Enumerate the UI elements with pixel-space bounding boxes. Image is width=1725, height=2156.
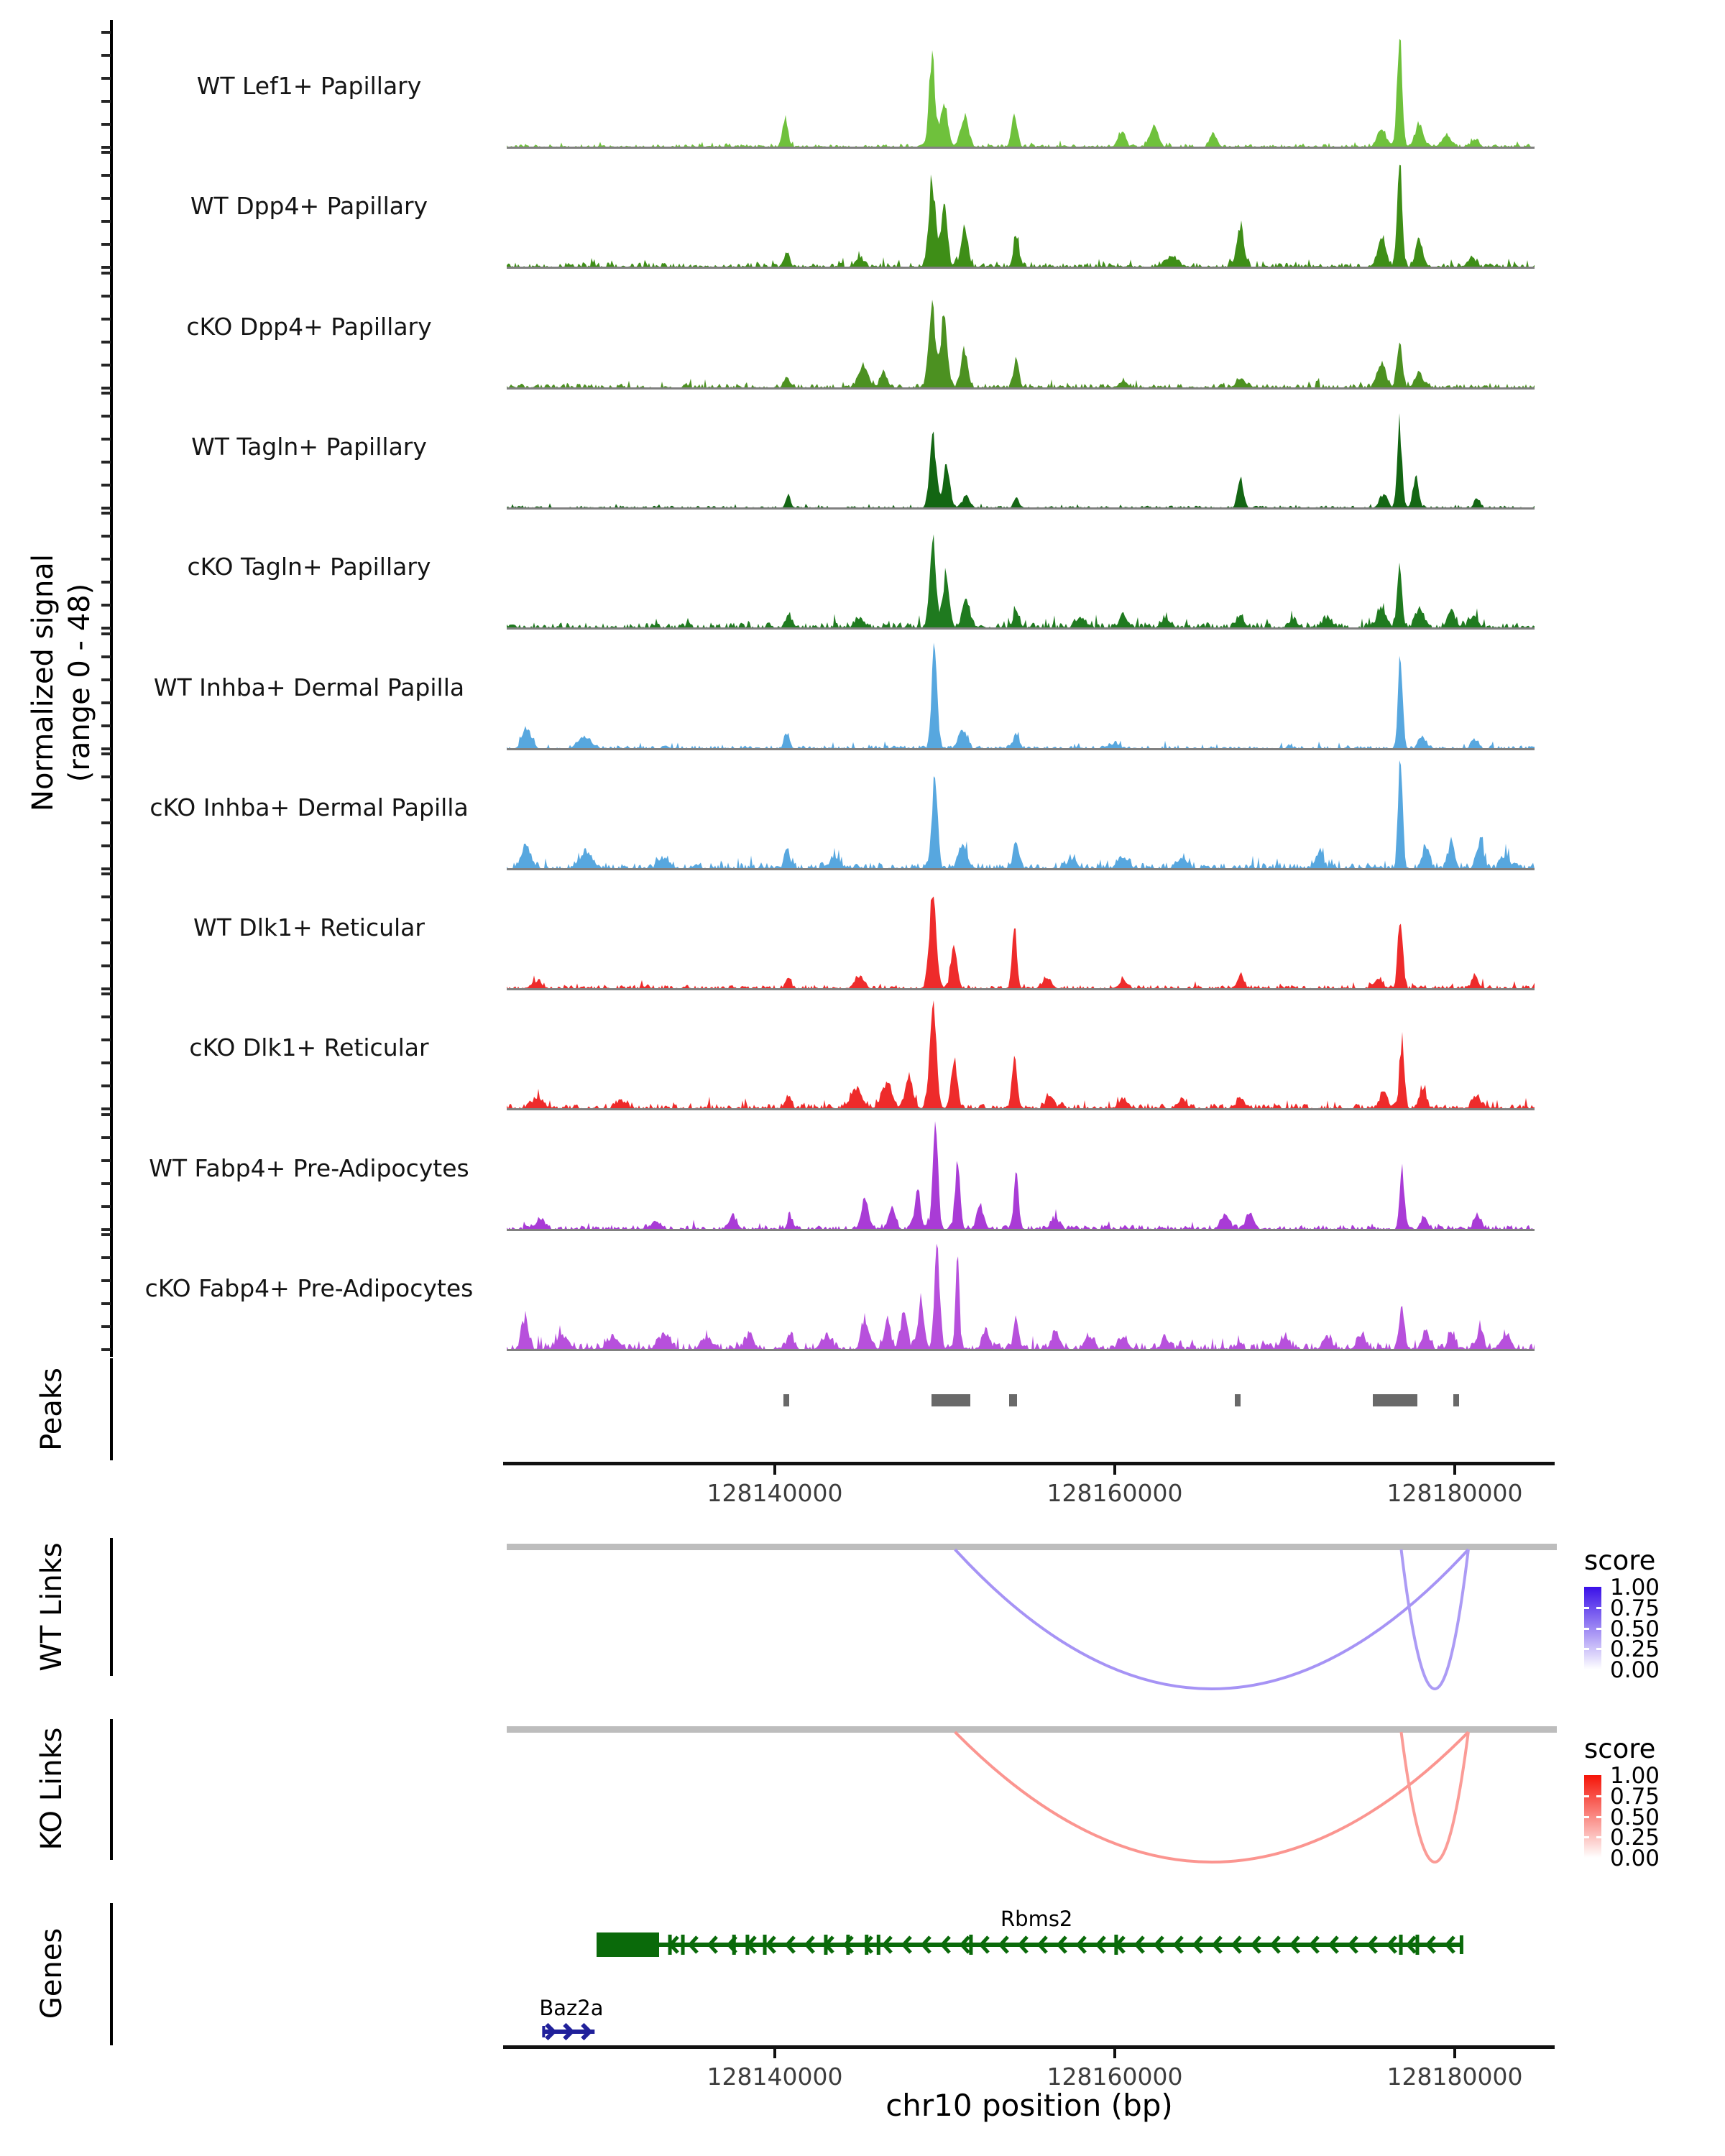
gene-end-cap: [1460, 1935, 1463, 1954]
y-axis-tick: [101, 1302, 111, 1305]
y-axis-tick: [101, 1205, 111, 1208]
link-arc: [1402, 1732, 1468, 1862]
legend-gradient-tick: [1596, 1816, 1601, 1818]
signal-path: [507, 300, 1535, 388]
y-axis-tick: [101, 941, 111, 944]
signal-track: [507, 397, 1535, 511]
signal-track: [507, 277, 1535, 391]
y-axis-tick: [101, 151, 111, 154]
legend-gradient-tick: [1596, 1648, 1601, 1650]
track-baseline: [507, 627, 1535, 630]
y-axis-tick: [101, 1038, 111, 1041]
y-axis-tick: [101, 220, 111, 223]
y-axis-tick: [101, 1061, 111, 1064]
legend-gradient-tick: [1584, 1816, 1589, 1818]
y-axis-tick: [101, 1136, 111, 1139]
y-axis-tick: [101, 992, 111, 995]
peak-call-box: [1453, 1394, 1460, 1406]
peak-call-box: [1009, 1394, 1016, 1406]
track-label: WT Dpp4+ Papillary: [190, 192, 428, 221]
y-axis-tick: [101, 123, 111, 126]
y-axis-tick: [101, 197, 111, 200]
links-score-legend-title: score: [1584, 1545, 1656, 1576]
link-arc: [1402, 1549, 1468, 1689]
y-axis-tick: [101, 895, 111, 898]
y-axis-tick: [101, 1256, 111, 1259]
y-axis-tick: [101, 415, 111, 418]
y-axis-tick: [101, 701, 111, 704]
peak-call-box: [1235, 1394, 1241, 1406]
y-axis-tick: [101, 341, 111, 344]
ko-links-section-label: KO Links: [35, 1727, 68, 1851]
legend-gradient-tick: [1584, 1836, 1589, 1838]
track-baseline: [507, 387, 1535, 390]
y-axis-tick: [101, 392, 111, 395]
gene-exon-tick: [877, 1935, 880, 1955]
peak-call-box: [932, 1394, 971, 1406]
y-axis-tick: [101, 31, 111, 34]
y-axis-tick: [101, 724, 111, 727]
y-axis-tick: [101, 1182, 111, 1185]
legend-gradient-tick: [1584, 1795, 1589, 1797]
y-axis-tick: [101, 535, 111, 538]
signal-track: [507, 37, 1535, 150]
y-axis-tick: [101, 364, 111, 367]
track-baseline: [507, 868, 1535, 870]
links-arcs: [503, 1545, 1560, 1700]
y-axis-tick: [101, 1015, 111, 1018]
y-axis-tick: [101, 558, 111, 561]
genome-axis-tick-label: 128140000: [707, 2063, 843, 2091]
legend-gradient-tick: [1596, 1795, 1601, 1797]
signal-path: [507, 760, 1535, 869]
legend-gradient-tick: [1596, 1836, 1601, 1838]
signal-track: [507, 758, 1535, 872]
track-baseline: [507, 748, 1535, 750]
y-axis-tick: [101, 775, 111, 778]
y-axis-tick: [101, 243, 111, 246]
legend-tick-label: 0.25: [1610, 1825, 1660, 1851]
peaks-section-bar: [110, 1358, 113, 1460]
track-baseline: [507, 1349, 1535, 1351]
signal-track: [507, 1239, 1535, 1353]
signal-track: [507, 1119, 1535, 1233]
genome-axis-line: [503, 2045, 1555, 2049]
y-axis-tick: [101, 295, 111, 298]
y-axis-tick: [101, 266, 111, 269]
legend-gradient-tick: [1584, 1607, 1589, 1609]
y-axis-tick: [101, 507, 111, 510]
track-baseline: [507, 1229, 1535, 1231]
genome-axis-tick-label: 128180000: [1386, 1479, 1523, 1507]
y-axis-tick: [101, 604, 111, 607]
gene-exon-tick: [1399, 1935, 1403, 1955]
y-axis-tick: [101, 632, 111, 635]
genome-axis-tick-label: 128140000: [707, 1479, 843, 1507]
track-label: cKO Inhba+ Dermal Papilla: [150, 793, 469, 821]
y-axis-tick: [101, 1279, 111, 1282]
legend-tick-label: 0.75: [1610, 1783, 1660, 1810]
y-axis-tick: [101, 318, 111, 321]
gene-exon-tick: [681, 1935, 685, 1955]
signal-path: [507, 1244, 1535, 1350]
signal-track: [507, 157, 1535, 270]
track-label: WT Lef1+ Papillary: [196, 72, 422, 100]
link-arc: [955, 1549, 1468, 1689]
peak-call-box: [783, 1394, 790, 1406]
signal-path: [507, 165, 1535, 268]
y-axis-tick: [101, 77, 111, 80]
y-axis-tick: [101, 844, 111, 847]
gene-label-baz2a: Baz2a: [539, 1996, 604, 2020]
signal-y-axis-label-line2: (range 0 - 48): [63, 583, 96, 783]
signal-path: [507, 1000, 1535, 1109]
y-axis-tick: [101, 747, 111, 750]
genome-axis-tick-label: 128160000: [1046, 1479, 1183, 1507]
gene-start-tick: [542, 2026, 545, 2037]
legend-tick-label: 0.50: [1610, 1616, 1660, 1642]
genome-axis-tick: [1113, 2048, 1116, 2058]
y-axis-tick: [101, 1228, 111, 1231]
wt-links-section-bar: [110, 1538, 113, 1676]
y-axis-tick: [101, 1107, 111, 1110]
track-label: cKO Dlk1+ Reticular: [189, 1033, 429, 1062]
genome-axis-tick: [1113, 1465, 1116, 1475]
genome-axis-tick: [773, 2048, 776, 2058]
legend-tick-label: 0.75: [1610, 1595, 1660, 1621]
y-axis-tick: [101, 54, 111, 57]
signal-path: [507, 39, 1535, 147]
y-axis-tick: [101, 918, 111, 921]
signal-y-axis-label-line1: Normalized signal: [27, 554, 60, 811]
y-axis-tick: [101, 512, 111, 515]
track-label: cKO Fabp4+ Pre-Adipocytes: [144, 1274, 474, 1302]
legend-tick-label: 1.00: [1610, 1763, 1660, 1789]
x-axis-title: chr10 position (bp): [886, 2088, 1173, 2123]
track-label: WT Fabp4+ Pre-Adipocytes: [149, 1153, 469, 1182]
y-axis-tick: [101, 867, 111, 870]
y-axis-tick: [101, 798, 111, 801]
gene-label-rbms2: Rbms2: [1000, 1907, 1073, 1931]
genome-axis-tick: [1453, 2048, 1456, 2058]
y-axis-tick: [101, 387, 111, 390]
y-axis-tick: [101, 146, 111, 149]
track-baseline: [507, 267, 1535, 269]
peak-call-box: [1373, 1394, 1417, 1406]
genome-axis-tick-label: 128160000: [1046, 2063, 1183, 2091]
y-axis-tick: [101, 174, 111, 177]
signal-path: [507, 896, 1535, 989]
peaks-section-label: Peaks: [35, 1368, 68, 1451]
legend-tick-label: 0.25: [1610, 1636, 1660, 1663]
legend-gradient-tick: [1596, 1607, 1601, 1609]
genome-axis-line: [503, 1462, 1555, 1465]
legend-gradient-tick: [1584, 1628, 1589, 1630]
genes-section-label: Genes: [35, 1927, 68, 2019]
legend-gradient-tick: [1584, 1648, 1589, 1650]
links-score-legend-title: score: [1584, 1733, 1656, 1764]
y-axis-tick: [101, 1084, 111, 1087]
y-axis-tick: [101, 655, 111, 658]
signal-y-axis-label: [25, 554, 98, 811]
y-axis-tick: [101, 1113, 111, 1116]
ko-links-section-bar: [110, 1719, 113, 1860]
y-axis-tick: [101, 964, 111, 967]
y-axis-tick: [101, 1233, 111, 1236]
y-axis-tick: [101, 272, 111, 275]
y-axis-tick: [101, 987, 111, 990]
gene-exon-box: [597, 1932, 659, 1957]
y-axis-tick: [101, 438, 111, 441]
signal-path: [507, 642, 1535, 749]
link-arc: [955, 1732, 1468, 1862]
track-label: WT Inhba+ Dermal Papilla: [153, 673, 465, 701]
signal-track: [507, 517, 1535, 631]
genome-axis-tick: [773, 1465, 776, 1475]
track-baseline: [507, 507, 1535, 510]
y-axis-tick: [101, 627, 111, 630]
y-axis-tick: [101, 678, 111, 681]
legend-tick-label: 0.00: [1610, 1657, 1660, 1683]
genome-axis-tick-label: 128180000: [1386, 2063, 1523, 2091]
y-axis-tick: [101, 752, 111, 755]
wt-links-section-label: WT Links: [35, 1542, 68, 1672]
track-label: WT Tagln+ Papillary: [191, 432, 427, 461]
track-baseline: [507, 988, 1535, 990]
signal-track: [507, 998, 1535, 1112]
links-arcs: [503, 1728, 1560, 1882]
genes-section-bar: [110, 1903, 113, 2045]
y-axis-tick: [101, 1159, 111, 1162]
legend-gradient-tick: [1596, 1628, 1601, 1630]
track-baseline: [507, 1108, 1535, 1110]
y-axis-tick: [101, 581, 111, 584]
y-axis-tick: [101, 1348, 111, 1351]
track-baseline: [507, 147, 1535, 149]
signal-track: [507, 878, 1535, 992]
signal-path: [507, 535, 1535, 629]
signal-path: [507, 413, 1535, 508]
genes-track: [503, 1904, 1560, 2055]
y-axis-tick: [101, 821, 111, 824]
legend-tick-label: 1.00: [1610, 1575, 1660, 1600]
track-label: cKO Dpp4+ Papillary: [186, 312, 432, 341]
track-label: cKO Tagln+ Papillary: [187, 553, 431, 581]
y-axis-tick: [101, 461, 111, 464]
y-axis-tick: [101, 1325, 111, 1328]
y-axis-tick: [101, 484, 111, 487]
y-axis-tick: [101, 872, 111, 875]
signal-track: [507, 638, 1535, 752]
genome-axis-tick: [1453, 1465, 1456, 1475]
signal-path: [507, 1121, 1535, 1230]
track-label: WT Dlk1+ Reticular: [193, 913, 425, 942]
legend-tick-label: 0.50: [1610, 1804, 1660, 1830]
y-axis-tick: [101, 100, 111, 103]
legend-tick-label: 0.00: [1610, 1846, 1660, 1871]
